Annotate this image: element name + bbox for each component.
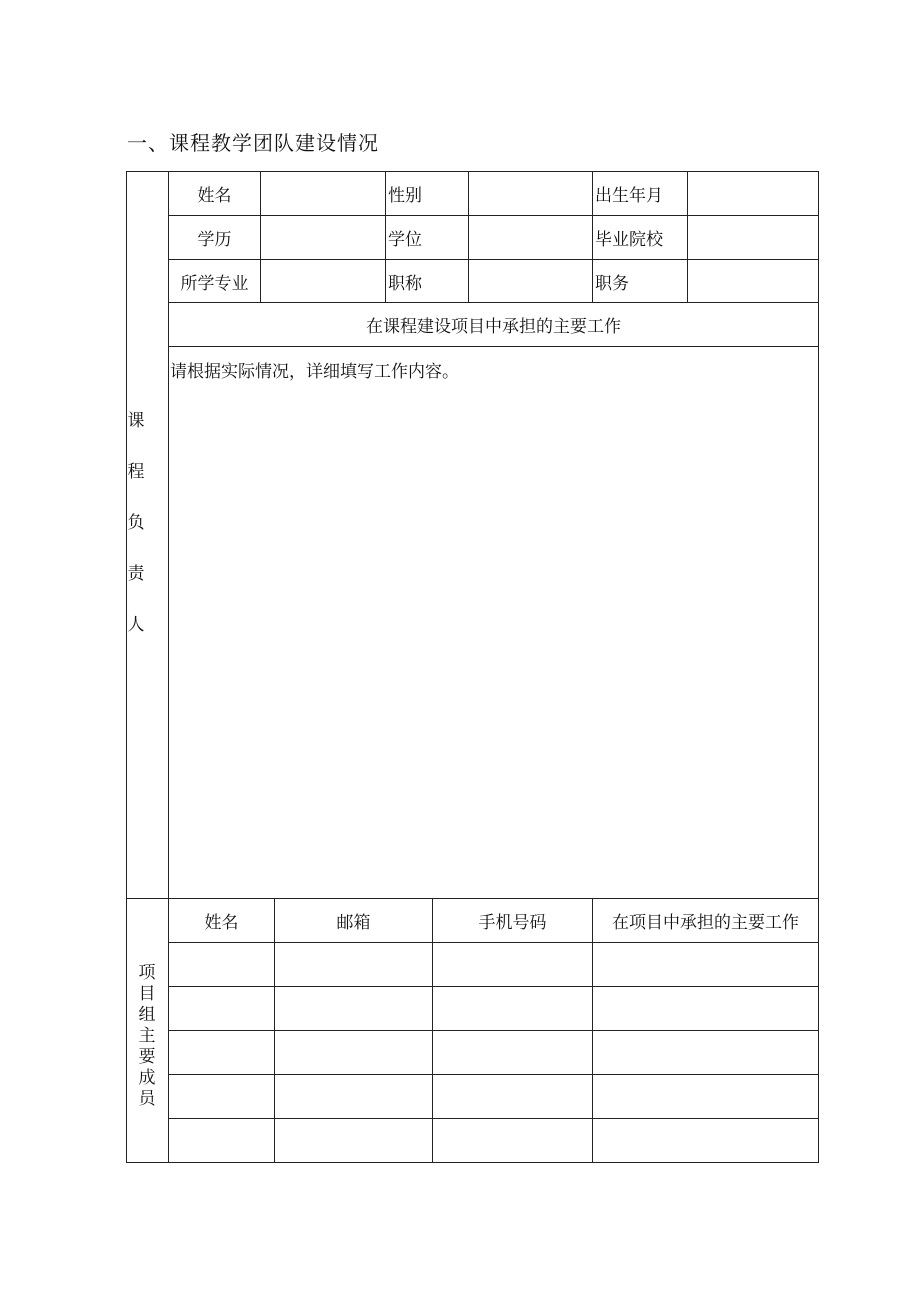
label-char: 程 bbox=[127, 462, 145, 482]
member-name-cell[interactable] bbox=[169, 943, 274, 986]
name-field[interactable] bbox=[261, 172, 385, 215]
members-header-email: 邮箱 bbox=[336, 913, 371, 933]
label-school: 毕业院校 bbox=[595, 230, 663, 250]
member-name-cell[interactable] bbox=[169, 987, 274, 1030]
section-title: 一、课程教学团队建设情况 bbox=[127, 131, 379, 155]
school-field[interactable] bbox=[688, 216, 818, 259]
member-work-cell[interactable] bbox=[593, 987, 818, 1030]
position-field[interactable] bbox=[688, 260, 818, 302]
label-char: 负 bbox=[127, 513, 145, 533]
label-name: 姓名 bbox=[197, 186, 232, 206]
education-field[interactable] bbox=[261, 216, 385, 259]
gender-field[interactable] bbox=[469, 172, 592, 215]
member-name-cell[interactable] bbox=[169, 1075, 274, 1118]
member-email-cell[interactable] bbox=[275, 1031, 432, 1074]
work-hint: 请根据实际情况，详细填写工作内容。 bbox=[170, 362, 459, 382]
members-header-work: 在项目中承担的主要工作 bbox=[612, 913, 799, 933]
label-birth: 出生年月 bbox=[595, 186, 663, 206]
label-char: 员 bbox=[138, 1089, 156, 1109]
member-name-cell[interactable] bbox=[169, 1119, 274, 1162]
member-work-cell[interactable] bbox=[593, 1075, 818, 1118]
label-char: 目 bbox=[138, 984, 156, 1004]
member-phone-cell[interactable] bbox=[433, 1075, 592, 1118]
label-char: 要 bbox=[138, 1047, 156, 1067]
label-char: 责 bbox=[127, 564, 145, 584]
member-phone-cell[interactable] bbox=[433, 943, 592, 986]
label-char: 主 bbox=[138, 1026, 156, 1046]
members-side-label bbox=[136, 963, 158, 1110]
birth-field[interactable] bbox=[688, 172, 818, 215]
work-content-field[interactable] bbox=[169, 347, 818, 898]
member-email-cell[interactable] bbox=[275, 943, 432, 986]
members-header-phone: 手机号码 bbox=[478, 913, 547, 933]
member-work-cell[interactable] bbox=[593, 943, 818, 986]
label-char: 组 bbox=[138, 1005, 156, 1025]
label-gender: 性别 bbox=[388, 186, 422, 206]
label-title: 职称 bbox=[388, 273, 422, 294]
label-education: 学历 bbox=[197, 230, 232, 250]
member-name-cell[interactable] bbox=[169, 1031, 274, 1074]
degree-field[interactable] bbox=[469, 216, 592, 259]
members-header-name: 姓名 bbox=[204, 913, 239, 933]
work-header: 在课程建设项目中承担的主要工作 bbox=[366, 317, 621, 337]
member-phone-cell[interactable] bbox=[433, 1031, 592, 1074]
member-work-cell[interactable] bbox=[593, 1031, 818, 1074]
member-email-cell[interactable] bbox=[275, 987, 432, 1030]
leader-side-label bbox=[127, 411, 145, 666]
member-phone-cell[interactable] bbox=[433, 1119, 592, 1162]
label-degree: 学位 bbox=[388, 230, 422, 250]
label-char: 人 bbox=[127, 615, 145, 635]
label-major: 所学专业 bbox=[180, 273, 249, 294]
label-position: 职务 bbox=[595, 273, 629, 294]
member-phone-cell[interactable] bbox=[433, 987, 592, 1030]
label-char: 成 bbox=[138, 1068, 156, 1088]
member-email-cell[interactable] bbox=[275, 1119, 432, 1162]
label-char: 课 bbox=[127, 411, 145, 431]
label-char: 项 bbox=[138, 963, 156, 983]
title-field[interactable] bbox=[469, 260, 592, 302]
member-work-cell[interactable] bbox=[593, 1119, 818, 1162]
member-email-cell[interactable] bbox=[275, 1075, 432, 1118]
major-field[interactable] bbox=[261, 260, 385, 302]
